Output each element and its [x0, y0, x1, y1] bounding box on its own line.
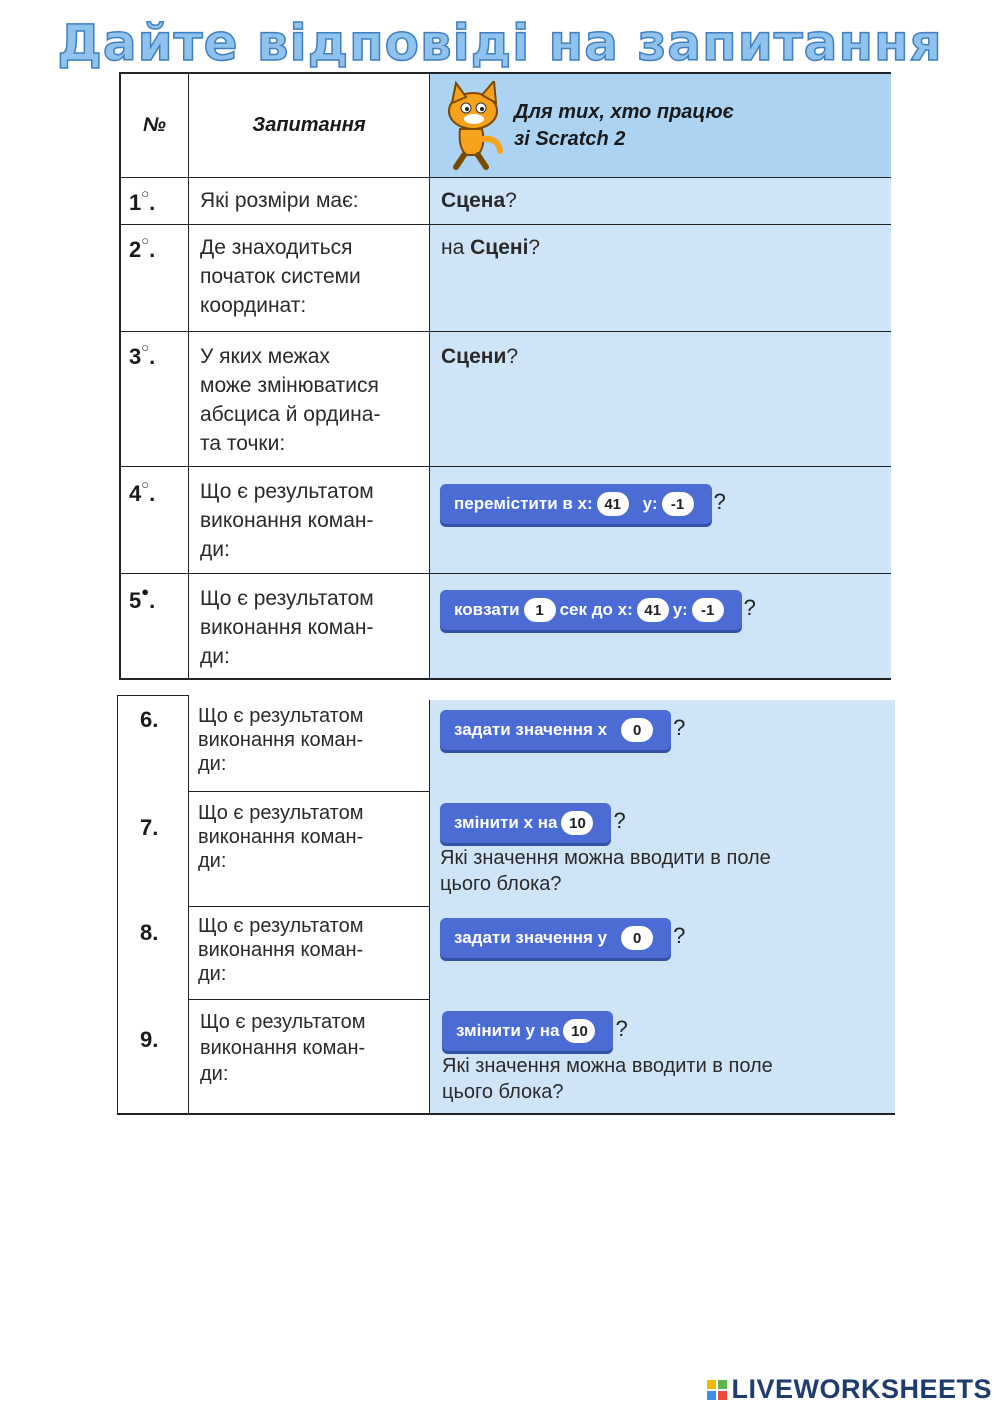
scratch-block-change-x: змінити х на 10 — [440, 803, 611, 843]
scratch-block-goto: перемістити в х: 41 у: -1 — [440, 484, 712, 524]
row-9-question: Що є результатом виконання коман- ди: — [188, 999, 430, 1115]
header-scratch: Для тих, хто працює зі Scratch 2 — [429, 72, 891, 178]
row-4-num: 4○. — [119, 466, 189, 574]
row-3-question: У яких межах може змінюватися абсциса й ордина- та точки: — [188, 331, 430, 467]
row-2-num: 2○. — [119, 224, 189, 332]
row-2-answer: на Сцені? — [429, 224, 891, 332]
row-1-answer: Сцена? — [429, 177, 891, 225]
row-3-num: 3○. — [119, 331, 189, 467]
scratch-block-set-y: задати значення у 0 — [440, 918, 671, 958]
page-title: Дайте відповіді на запитання — [57, 14, 943, 72]
logo-squares-icon — [707, 1380, 727, 1400]
scratch-block-set-x: задати значення х 0 — [440, 710, 671, 750]
row-7-num: 7. — [140, 815, 159, 840]
row-3-answer: Сцени? — [429, 331, 891, 467]
row-1-num: 1○. — [119, 177, 189, 225]
row-4-question: Що є результатом виконання коман- ди: — [188, 466, 430, 574]
scratch-block-change-y: змінити у на 10 — [442, 1011, 613, 1051]
row-7-question: Що є результатом виконання коман- ди: — [188, 791, 430, 907]
row-5-answer: ковзати 1 сек до х: 41 у: -1 ? — [429, 573, 891, 680]
liveworksheets-logo: LIVEWORKSHEETS — [707, 1374, 992, 1405]
scratch-cat-icon — [438, 81, 508, 171]
row-8-num: 8. — [140, 920, 159, 945]
row-6-num: 6. — [140, 707, 159, 732]
scratch-block-glide: ковзати 1 сек до х: 41 у: -1 — [440, 590, 742, 630]
row-9-num: 9. — [140, 1027, 159, 1052]
row-4-answer: перемістити в х: 41 у: -1 ? — [429, 466, 891, 574]
row-2-question: Де знаходиться початок системи координат: — [188, 224, 430, 332]
row-8-question: Що є результатом виконання коман- ди: — [188, 906, 430, 1000]
row-9-answer: змінити у на 10 ? Які значення можна вводити в поле цього блока? — [429, 999, 895, 1115]
row-6-answer: задати значення х 0 ? — [429, 700, 895, 792]
row-8-answer: задати значення у 0 ? — [429, 906, 895, 1000]
header-question: Запитання — [188, 72, 430, 178]
row-5-question: Що є результатом виконання коман- ди: — [188, 573, 430, 680]
row-7-answer: змінити х на 10 ? Які значення можна вводити в поле цього блока? — [429, 791, 895, 907]
row-5-num: 5●. — [119, 573, 189, 680]
header-num: № — [119, 72, 189, 178]
row-6-question: Що є результатом виконання коман- ди: — [188, 700, 430, 792]
row-1-question: Які розміри має: — [188, 177, 430, 225]
